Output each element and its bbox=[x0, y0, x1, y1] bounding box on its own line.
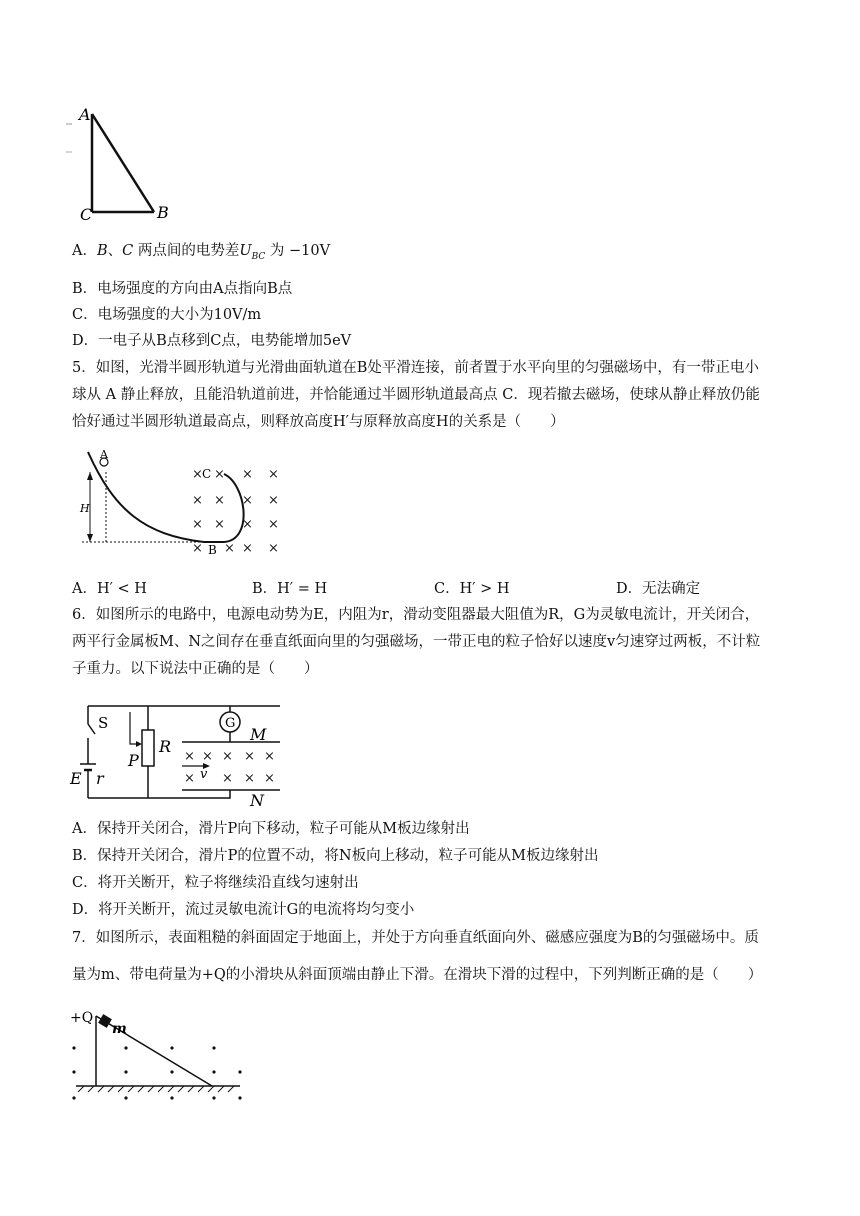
q7-stem-line2: 量为m、带电荷量为+Q的小滑块从斜面顶端由静止下滑。在滑块下滑的过程中，下列判断正确的是（ ） bbox=[72, 967, 763, 983]
label-G: G bbox=[225, 716, 236, 731]
q7-stem-line1: 7．如图所示，表面粗糙的斜面固定于地面上，并处于方向垂直纸面向外、磁感应强度为B的匀强磁场中。质 bbox=[72, 930, 759, 946]
svg-text:×: × bbox=[184, 771, 195, 786]
svg-text:×: × bbox=[268, 467, 279, 482]
svg-text:×: × bbox=[268, 517, 279, 532]
q6-option-c: C．将开关断开，粒子将继续沿直线匀速射出 bbox=[72, 875, 359, 891]
q6-option-a: A．保持开关闭合，滑片P向下移动，粒子可能从M板边缘射出 bbox=[72, 821, 470, 837]
triangle-figure bbox=[62, 104, 186, 224]
q5-stem-line3: 恰好通过半圆形轨道最高点，则释放高度H′与原释放高度H的关系是（ ） bbox=[72, 414, 565, 430]
label-A: A bbox=[100, 450, 108, 461]
svg-text:×: × bbox=[264, 771, 275, 786]
q5-option-d: D．无法确定 bbox=[616, 581, 701, 597]
svg-text:×: × bbox=[222, 749, 233, 764]
q5-option-b: B．H′ = H bbox=[252, 581, 328, 597]
svg-text:×: × bbox=[242, 517, 253, 532]
incline-figure bbox=[64, 1000, 250, 1100]
label-Q: +Q bbox=[70, 1010, 94, 1026]
q4-option-b: B．电场强度的方向由A点指向B点 bbox=[72, 281, 293, 297]
q4-option-a: A．B、C 两点间的电势差$U_{BC}$ 为 −10V bbox=[72, 243, 331, 262]
svg-text:×: × bbox=[202, 749, 213, 764]
circuit-figure bbox=[66, 698, 286, 808]
svg-text:×: × bbox=[192, 541, 203, 556]
ground-hatch bbox=[78, 1086, 234, 1092]
q5-stem-line1: 5．如图，光滑半圆形轨道与光滑曲面轨道在B处平滑连接，前者置于水平向里的匀强磁场中，有一带正电小 bbox=[72, 360, 759, 376]
svg-text:×: × bbox=[192, 467, 203, 482]
svg-text:×: × bbox=[242, 493, 253, 508]
label-A: A bbox=[79, 105, 91, 124]
q5-stem-line2: 球从 A 静止释放，且能沿轨道前进，并恰能通过半圆形轨道最高点 C．现若撤去磁场，使球从静止释放仍能 bbox=[72, 387, 760, 403]
svg-text:×: × bbox=[214, 493, 225, 508]
q6-stem-line1: 6．如图所示的电路中，电源电动势为E，内阻为r，滑动变阻器最大阻值为R，G为灵敏电流计，开关闭合， bbox=[72, 607, 760, 623]
svg-text:×: × bbox=[268, 541, 279, 556]
q6-option-d: D．将开关断开，流过灵敏电流计G的电流将均匀变小 bbox=[72, 902, 415, 918]
q5-option-a: A．H′ < H bbox=[72, 581, 147, 597]
svg-text:×: × bbox=[224, 541, 235, 556]
label-H: H bbox=[80, 502, 90, 515]
label-C: C bbox=[202, 467, 212, 481]
label-M: M bbox=[250, 725, 267, 744]
label-B: B bbox=[208, 543, 217, 557]
label-m: m bbox=[112, 1021, 127, 1037]
svg-text:×: × bbox=[268, 493, 279, 508]
q4-option-d: D．一电子从B点移到C点，电势能增加5eV bbox=[72, 333, 352, 349]
svg-text:×: × bbox=[244, 771, 255, 786]
svg-text:×: × bbox=[214, 517, 225, 532]
svg-text:×: × bbox=[192, 517, 203, 532]
q5-option-c: C．H′ > H bbox=[434, 581, 510, 597]
svg-text:×: × bbox=[184, 749, 195, 764]
q4-option-c: C．电场强度的大小为10V/m bbox=[72, 307, 262, 323]
label-N: N bbox=[250, 791, 264, 808]
svg-text:×: × bbox=[264, 749, 275, 764]
q6-option-b: B．保持开关闭合，滑片P的位置不动，将N板向上移动，粒子可能从M板边缘射出 bbox=[72, 848, 599, 864]
svg-text:×: × bbox=[242, 467, 253, 482]
label-R: R bbox=[159, 737, 172, 756]
label-v: v bbox=[200, 767, 208, 782]
q6-stem-line3: 子重力。以下说法中正确的是（ ） bbox=[72, 661, 319, 677]
track-figure bbox=[74, 450, 306, 558]
label-C: C bbox=[80, 205, 93, 224]
q6-stem-line2: 两平行金属板M、N之间存在垂直纸面向里的匀强磁场，一带正电的粒子恰好以速度v匀速穿过两板，不计粒 bbox=[72, 634, 761, 650]
label-E: E bbox=[70, 769, 82, 788]
label-r: r bbox=[96, 769, 104, 788]
svg-text:×: × bbox=[214, 467, 225, 482]
svg-text:×: × bbox=[244, 749, 255, 764]
svg-text:×: × bbox=[192, 493, 203, 508]
label-S: S bbox=[98, 714, 109, 732]
svg-text:×: × bbox=[242, 541, 253, 556]
field-crosses bbox=[184, 749, 275, 786]
label-P: P bbox=[128, 751, 139, 770]
svg-text:×: × bbox=[222, 771, 233, 786]
label-B: B bbox=[157, 203, 169, 222]
